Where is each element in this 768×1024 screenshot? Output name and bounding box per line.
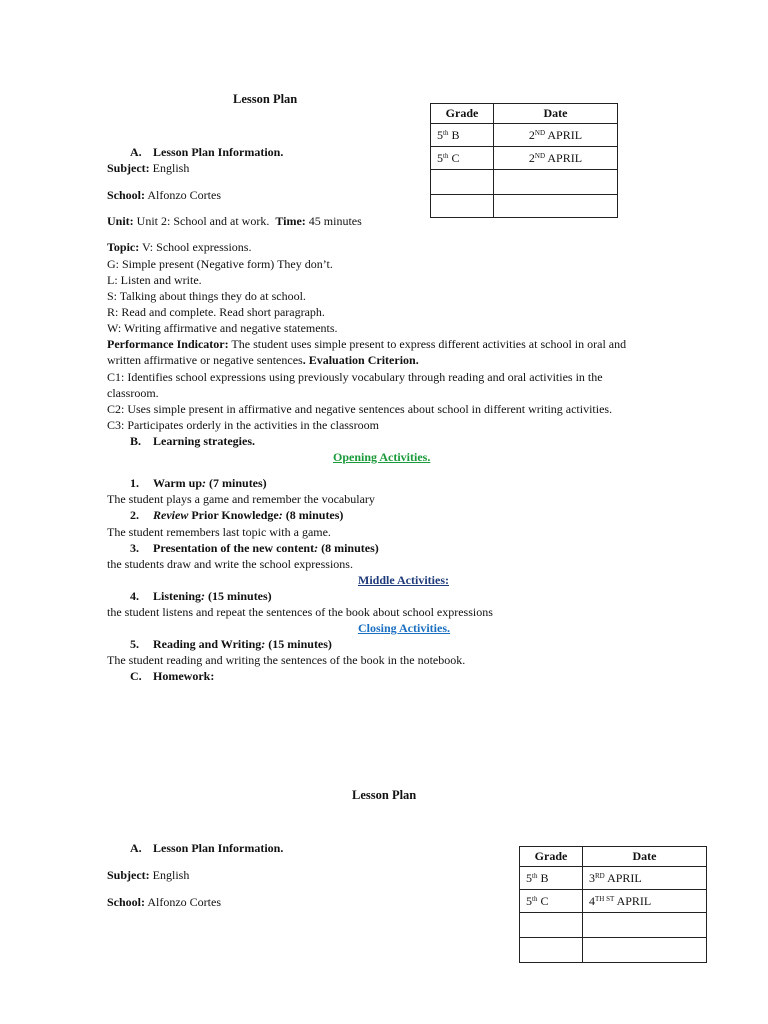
topic-vocabulary: V: School expressions. [142, 240, 252, 254]
activity-reading-writing [130, 636, 332, 652]
grade-value: 5 [526, 893, 532, 908]
subject-value: English [152, 161, 190, 175]
topic-writing: W: Writing affirmative and negative statements. [107, 321, 338, 335]
grade-value: 5 [437, 150, 443, 165]
criterion-c2: C2: Uses simple present in affirmative and negative sentences about school in different writing activities. [107, 402, 613, 416]
performance-indicator [107, 336, 626, 352]
subject-line-2 [107, 867, 189, 883]
date-superscript: ND [534, 128, 546, 137]
activity-warm-up [130, 475, 267, 491]
subject-value: English [152, 868, 190, 882]
section-number: A. [130, 145, 142, 159]
grade-date-table-2 [519, 846, 707, 963]
date-superscript: TH ST [595, 894, 615, 903]
activity-number: 2. [130, 508, 139, 522]
time-label: Time: [275, 214, 306, 228]
grade-letter: C [448, 150, 460, 165]
performance-text-2: written affirmative or negative sentences [107, 353, 303, 367]
school-value: Alfonzo Cortes [147, 188, 222, 202]
grade-letter: C [537, 893, 549, 908]
topic-line [107, 239, 251, 255]
performance-line-2 [107, 352, 419, 368]
date-day: 3 [589, 870, 595, 885]
activity-colon: : [278, 508, 283, 522]
section-label: Lesson Plan Information. [153, 841, 284, 855]
section-a-heading [130, 144, 283, 160]
grade-header: Grade [431, 104, 494, 124]
activity-number: 4. [130, 589, 139, 603]
topic-label: Topic: [107, 240, 140, 254]
section-number: A. [130, 841, 142, 855]
topic-grammar: G: Simple present (Negative form) They don’t. [107, 257, 333, 271]
school-line-2 [107, 894, 221, 910]
time-value: 45 minutes [308, 214, 362, 228]
activity-presentation [130, 540, 379, 556]
activity-number: 3. [130, 541, 139, 555]
activity-colon: : [314, 541, 319, 555]
date-month: APRIL [604, 870, 642, 885]
performance-text: The student uses simple present to express different activities at school in oral and [231, 337, 627, 351]
date-superscript: ND [534, 151, 546, 160]
topic-speaking: S: Talking about things they do at school. [107, 289, 306, 303]
grade-letter: B [448, 127, 460, 142]
closing-activities-heading: Closing Activities. [358, 621, 450, 635]
activity-number: 1. [130, 476, 139, 490]
activity-duration: (7 minutes) [206, 476, 267, 490]
lesson-plan-title-2: Lesson Plan [352, 788, 417, 802]
activity-duration: (15 minutes) [265, 637, 332, 651]
activity-review-desc: The student remembers last topic with a game. [107, 525, 331, 539]
section-c-heading [130, 668, 214, 684]
table-row [520, 938, 707, 963]
evaluation-label: . Evaluation Criterion. [302, 353, 419, 367]
activity-duration: (8 minutes) [318, 541, 379, 555]
subject-line [107, 160, 189, 176]
topic-listening: L: Listen and write. [107, 273, 202, 287]
table-row [431, 170, 618, 195]
performance-label: Performance Indicator: [107, 337, 229, 351]
date-month: APRIL [614, 893, 652, 908]
school-line [107, 187, 221, 203]
school-label: School: [107, 188, 146, 202]
date-day: 4 [589, 893, 595, 908]
activity-label: Listening [153, 589, 202, 603]
activity-colon: : [201, 589, 206, 603]
activity-colon: : [261, 637, 266, 651]
table-row [520, 890, 707, 913]
activity-listening-desc: the student listens and repeat the sentences of the book about school expressions [107, 605, 493, 619]
subject-label: Subject: [107, 868, 150, 882]
grade-value: 5 [437, 127, 443, 142]
unit-value: Unit 2: School and at work. [136, 214, 270, 228]
activity-warm-up-desc: The student plays a game and remember the vocabulary [107, 492, 375, 506]
school-label: School: [107, 895, 146, 909]
date-header: Date [583, 847, 707, 867]
table-row [431, 147, 618, 170]
section-label: Homework: [153, 669, 215, 683]
grade-superscript: th [532, 894, 538, 903]
activity-presentation-desc: the students draw and write the school expressions. [107, 557, 353, 571]
date-day: 2 [528, 127, 535, 142]
section-number: B. [130, 434, 142, 448]
subject-label: Subject: [107, 161, 150, 175]
section-a-heading-2 [130, 840, 283, 856]
activity-number: 5. [130, 637, 139, 651]
criterion-c3: C3: Participates orderly in the activities in the classroom [107, 418, 379, 432]
activity-review [130, 507, 343, 523]
date-day: 2 [528, 150, 535, 165]
criterion-c1-cont: classroom. [107, 386, 159, 400]
section-b-heading [130, 433, 255, 449]
activity-reading-writing-desc: The student reading and writing the sentences of the book in the notebook. [107, 653, 466, 667]
activity-label: Warm up [153, 476, 203, 490]
unit-line [107, 213, 362, 229]
opening-activities-heading: Opening Activities. [333, 450, 431, 464]
criterion-c1: C1: Identifies school expressions using previously vocabulary through reading and oral activities in the [107, 370, 603, 384]
topic-reading: R: Read and complete. Read short paragraph. [107, 305, 325, 319]
activity-duration: (15 minutes) [205, 589, 272, 603]
activity-label: Reading and Writing [153, 637, 262, 651]
date-month: APRIL [545, 150, 583, 165]
grade-superscript: th [443, 128, 449, 137]
section-number: C. [130, 669, 142, 683]
school-value: Alfonzo Cortes [147, 895, 222, 909]
date-header: Date [494, 104, 618, 124]
grade-superscript: th [532, 871, 538, 880]
section-label: Lesson Plan Information. [153, 145, 284, 159]
table-row [520, 867, 707, 890]
activity-listening [130, 588, 272, 604]
grade-superscript: th [443, 151, 449, 160]
section-label: Learning strategies. [153, 434, 255, 448]
table-row [520, 913, 707, 938]
grade-header: Grade [520, 847, 583, 867]
middle-activities-heading: Middle Activities: [358, 573, 449, 587]
activity-colon: : [202, 476, 207, 490]
date-superscript: RD [595, 871, 605, 880]
table-row [431, 195, 618, 218]
activity-label: Presentation of the new content [153, 541, 315, 555]
grade-date-table [430, 103, 618, 218]
grade-value: 5 [526, 870, 532, 885]
activity-label: Prior Knowledge [188, 508, 279, 522]
activity-duration: (8 minutes) [282, 508, 344, 522]
lesson-plan-title: Lesson Plan [233, 92, 298, 106]
grade-letter: B [537, 870, 549, 885]
table-row [431, 124, 618, 147]
unit-label: Unit: [107, 214, 134, 228]
date-month: APRIL [545, 127, 583, 142]
activity-italic-label: Review [153, 508, 189, 522]
